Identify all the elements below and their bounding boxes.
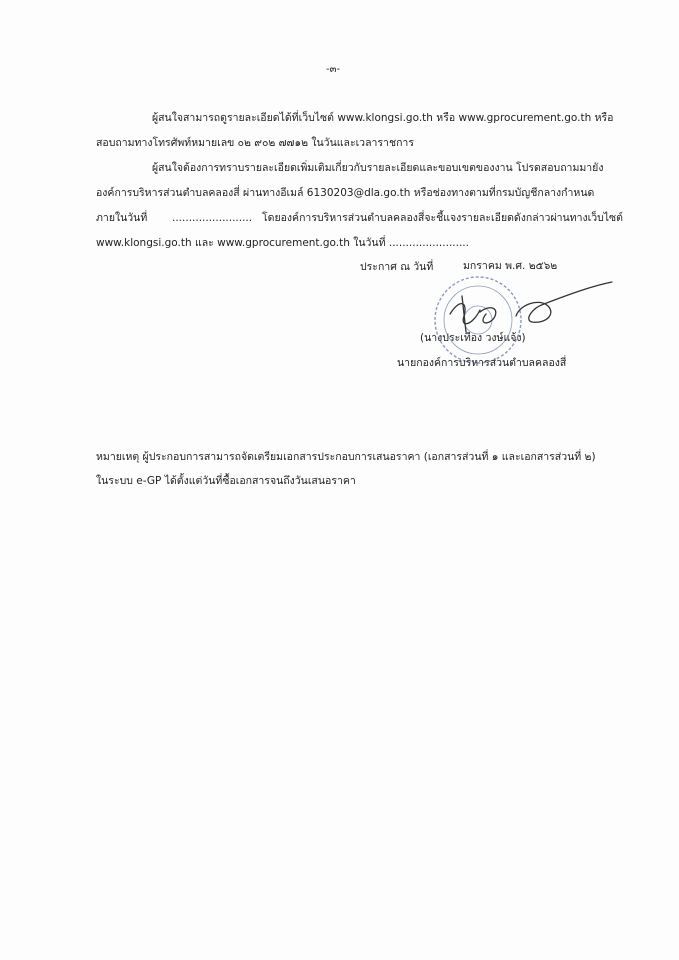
signatory-position: นายกองค์การบริหารส่วนตำบลคลองสี่: [397, 357, 567, 369]
website-paragraph-line1: ผู้สนใจสามารถดูรายละเอียดได้ที่เว็บไซต์ www.klongsi.go.th หรือ www.gprocurement.go.th หรือ: [152, 112, 614, 124]
page-number: -๓-: [326, 64, 341, 75]
note-line1: หมายเหตุ ผู้ประกอบการสามารถจัดเตรียมเอกสารประกอบการเสนอราคา (เอกสารส่วนที่ ๑ และเอกสารส่วนที่ ๒): [96, 451, 596, 463]
signature-icon: [450, 282, 612, 332]
official-seal-icon: [435, 277, 521, 363]
announcement-date: มกราคม พ.ศ. ๒๕๖๒: [463, 260, 558, 272]
inquiry-paragraph-line4: www.klongsi.go.th และ www.gprocurement.go.th ในวันที่ ........................: [96, 237, 469, 249]
inquiry-deadline-blank: ........................: [172, 212, 253, 224]
inquiry-paragraph-line1: ผู้สนใจต้องการทราบรายละเอียดเพิ่มเติมเกี่ยวกับรายละเอียดและขอบเขตของงาน โปรดสอบถามมายัง: [152, 162, 604, 174]
inquiry-deadline-label: ภายในวันที่: [96, 212, 148, 224]
announcement-label: ประกาศ ณ วันที่: [360, 261, 434, 273]
website-paragraph-line2: สอบถามทางโทรศัพท์หมายเลข ๐๒ ๙๐๒ ๗๗๑๒ ในวันและเวลาราชการ: [96, 137, 414, 149]
signatory-name: (นางประเทือง วงษ์แจ้ง): [420, 332, 526, 344]
inquiry-clarification-text: โดยองค์การบริหารส่วนตำบลคลองสี่จะชี้แจงรายละเอียดดังกล่าวผ่านทางเว็บไซต์: [262, 212, 623, 224]
inquiry-paragraph-line2: องค์การบริหารส่วนตำบลคลองสี่ ผ่านทางอีเมล์ 6130203@dla.go.th หรือช่องทางตามที่กรมบัญชีกลางกำหนด: [96, 187, 595, 199]
note-line2: ในระบบ e-GP ได้ตั้งแต่วันที่ซื้อเอกสารจนถึงวันเสนอราคา: [96, 475, 356, 487]
